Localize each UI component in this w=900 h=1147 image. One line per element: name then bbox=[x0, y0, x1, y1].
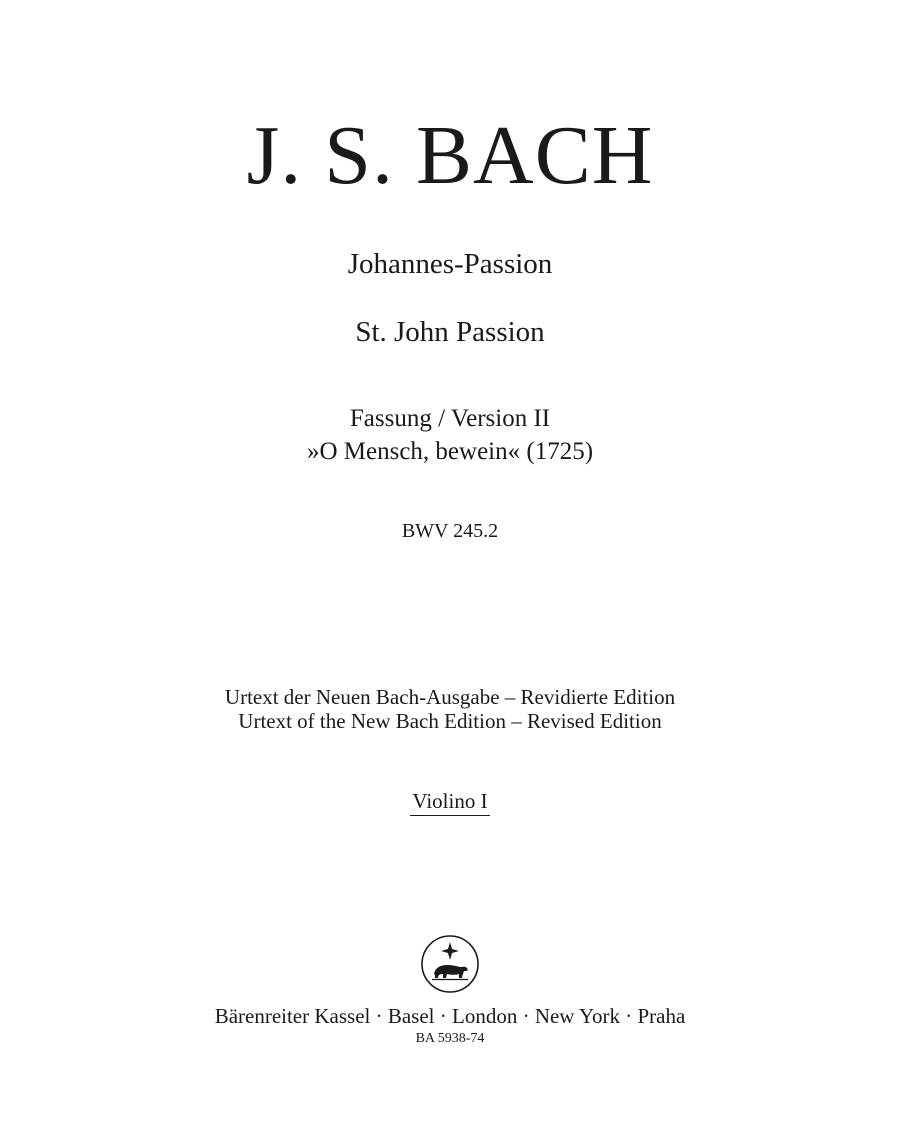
work-title-german: Johannes-Passion bbox=[347, 248, 553, 280]
version-subtitle: »O Mensch, bewein« (1725) bbox=[306, 438, 594, 465]
baerenreiter-bear-star-icon bbox=[420, 934, 480, 994]
version-label: Fassung / Version II bbox=[349, 405, 551, 432]
composer-name: J. S. BACH bbox=[246, 109, 654, 202]
order-number: BA 5938-74 bbox=[415, 1031, 485, 1046]
edition-note-german: Urtext der Neuen Bach-Ausgabe – Revidierte Edition bbox=[224, 685, 676, 709]
publisher-line: Bärenreiter Kassel · Basel · London · New York · Praha bbox=[214, 1004, 686, 1028]
edition-note-english: Urtext of the New Bach Edition – Revised Edition bbox=[238, 709, 662, 733]
part-name bbox=[0, 788, 900, 816]
work-title-english: St. John Passion bbox=[355, 316, 545, 348]
part-name-label: Violino I bbox=[410, 788, 489, 816]
catalog-number: BWV 245.2 bbox=[401, 520, 499, 542]
